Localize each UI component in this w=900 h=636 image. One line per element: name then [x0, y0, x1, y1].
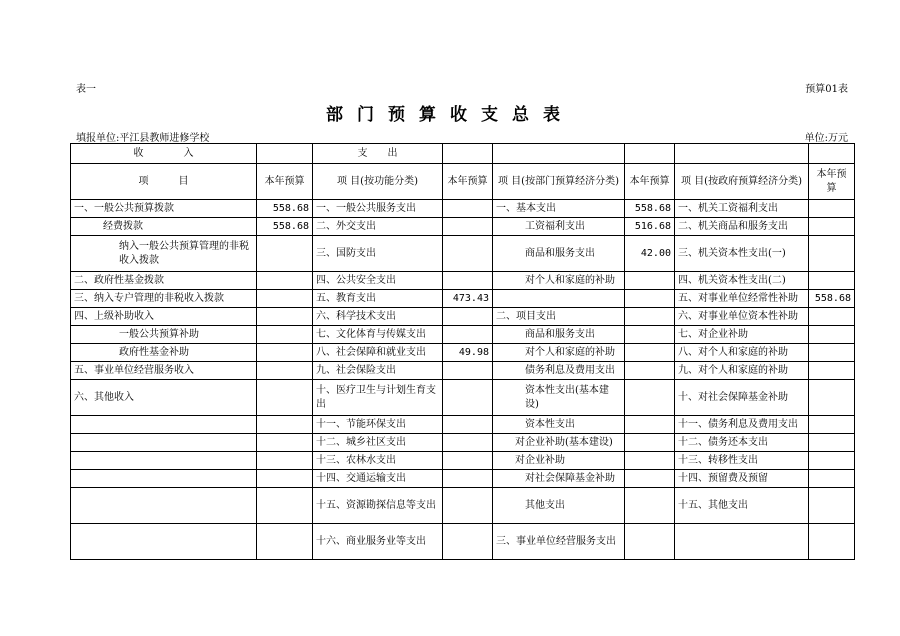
cell-gov-economic-amount [809, 218, 855, 236]
cell-functional-amount [443, 524, 493, 560]
cell-gov-economic-item: 三、机关资本性支出(一) [675, 236, 809, 272]
cell-income-amount [257, 434, 313, 452]
col-header-gov-economic-amount: 本年预算 [809, 164, 855, 200]
cell-gov-economic-amount [809, 362, 855, 380]
page-title: 部门预算收支总表 [326, 105, 574, 125]
cell-dept-economic-item: 商品和服务支出 [493, 326, 625, 344]
cell-gov-economic-amount [809, 470, 855, 488]
col-header-income-item: 项 目 [71, 164, 257, 200]
cell-gov-economic-item: 十三、转移性支出 [675, 452, 809, 470]
cell-functional-amount [443, 200, 493, 218]
cell-income-item [71, 452, 257, 470]
cell-functional-amount [443, 452, 493, 470]
cell-income-amount [257, 362, 313, 380]
cell-dept-economic-item: 对个人和家庭的补助 [493, 344, 625, 362]
income-group-header: 收 入 [71, 144, 257, 164]
cell-dept-economic-amount: 558.68 [625, 200, 675, 218]
cell-income-amount [257, 488, 313, 524]
cell-functional-amount [443, 236, 493, 272]
cell-dept-economic-amount [625, 308, 675, 326]
cell-functional-item: 十五、资源勘探信息等支出 [313, 488, 443, 524]
cell-dept-economic-item: 二、项目支出 [493, 308, 625, 326]
cell-dept-economic-amount [625, 380, 675, 416]
cell-dept-economic-item [493, 290, 625, 308]
cell-functional-amount: 49.98 [443, 344, 493, 362]
cell-dept-economic-amount [625, 326, 675, 344]
table-row [71, 326, 855, 344]
cell-gov-economic-item: 十五、其他支出 [675, 488, 809, 524]
cell-income-item: 四、上级补助收入 [71, 308, 257, 326]
cell-income-amount [257, 326, 313, 344]
cell-income-item: 六、其他收入 [71, 380, 257, 416]
cell-dept-economic-item: 商品和服务支出 [493, 236, 625, 272]
cell-dept-economic-item: 资本性支出(基本建设) [493, 380, 625, 416]
cell-gov-economic-item [675, 524, 809, 560]
col-header-dept-economic-amount: 本年预算 [625, 164, 675, 200]
cell-income-item [71, 470, 257, 488]
cell-dept-economic-item: 对社会保障基金补助 [493, 470, 625, 488]
cell-functional-amount [443, 470, 493, 488]
table-row [71, 236, 855, 272]
cell-functional-item: 九、社会保险支出 [313, 362, 443, 380]
cell-functional-item: 二、外交支出 [313, 218, 443, 236]
cell-gov-economic-amount [809, 434, 855, 452]
table-row [71, 344, 855, 362]
cell-dept-economic-amount: 516.68 [625, 218, 675, 236]
cell-income-item: 五、事业单位经营服务收入 [71, 362, 257, 380]
cell-dept-economic-item: 债务利息及费用支出 [493, 362, 625, 380]
cell-income-amount [257, 290, 313, 308]
cell-dept-economic-amount [625, 470, 675, 488]
cell-functional-item: 八、社会保障和就业支出 [313, 344, 443, 362]
cell-functional-amount [443, 362, 493, 380]
cell-functional-item: 十二、城乡社区支出 [313, 434, 443, 452]
cell-functional-item: 十、医疗卫生与计划生育支出 [313, 380, 443, 416]
cell-gov-economic-item: 八、对个人和家庭的补助 [675, 344, 809, 362]
table-row [71, 218, 855, 236]
cell-income-amount [257, 470, 313, 488]
cell-gov-economic-item: 十一、债务利息及费用支出 [675, 416, 809, 434]
table-row [71, 308, 855, 326]
cell-income-amount [257, 308, 313, 326]
table-number-label: 表一 [76, 84, 96, 95]
cell-dept-economic-amount [625, 452, 675, 470]
cell-income-amount [257, 344, 313, 362]
table-row [71, 290, 855, 308]
cell-functional-amount [443, 218, 493, 236]
cell-income-item [71, 488, 257, 524]
cell-dept-economic-amount [625, 290, 675, 308]
cell-dept-economic-amount [625, 272, 675, 290]
cell-gov-economic-amount [809, 488, 855, 524]
cell-functional-amount [443, 488, 493, 524]
cell-dept-economic-amount [625, 488, 675, 524]
cell-income-item: 二、政府性基金拨款 [71, 272, 257, 290]
cell-income-amount [257, 416, 313, 434]
cell-dept-economic-item: 对企业补助(基本建设) [493, 434, 625, 452]
cell-functional-amount [443, 380, 493, 416]
cell-functional-amount [443, 272, 493, 290]
cell-dept-economic-item: 一、基本支出 [493, 200, 625, 218]
col-header-functional-item: 项 目(按功能分类) [313, 164, 443, 200]
cell-income-amount [257, 452, 313, 470]
cell-dept-economic-amount [625, 524, 675, 560]
cell-income-amount [257, 272, 313, 290]
cell-dept-economic-item: 资本性支出 [493, 416, 625, 434]
column-header-row [71, 164, 855, 200]
cell-gov-economic-amount [809, 326, 855, 344]
cell-gov-economic-amount [809, 236, 855, 272]
cell-gov-economic-item: 十二、债务还本支出 [675, 434, 809, 452]
cell-gov-economic-amount [809, 524, 855, 560]
table-row [71, 434, 855, 452]
table-row [71, 488, 855, 524]
cell-functional-item: 十四、交通运输支出 [313, 470, 443, 488]
cell-dept-economic-item: 对企业补助 [493, 452, 625, 470]
cell-dept-economic-amount [625, 434, 675, 452]
cell-functional-amount [443, 434, 493, 452]
cell-gov-economic-amount [809, 416, 855, 434]
cell-income-item [71, 416, 257, 434]
expenditure-group-header: 支 出 [313, 144, 443, 164]
cell-income-item: 经费拨款 [71, 218, 257, 236]
cell-gov-economic-amount [809, 344, 855, 362]
table-row [71, 362, 855, 380]
cell-gov-economic-amount [809, 272, 855, 290]
cell-functional-item: 三、国防支出 [313, 236, 443, 272]
cell-functional-item: 四、公共安全支出 [313, 272, 443, 290]
cell-dept-economic-amount [625, 416, 675, 434]
cell-gov-economic-item: 十四、预留费及预留 [675, 470, 809, 488]
cell-gov-economic-amount [809, 380, 855, 416]
cell-gov-economic-amount [809, 308, 855, 326]
cell-functional-item: 五、教育支出 [313, 290, 443, 308]
table-row [71, 524, 855, 560]
cell-income-item: 一、一般公共预算拨款 [71, 200, 257, 218]
currency-unit-label: 单位:万元 [804, 133, 848, 144]
cell-functional-amount [443, 416, 493, 434]
cell-functional-amount [443, 326, 493, 344]
cell-gov-economic-item: 七、对企业补助 [675, 326, 809, 344]
cell-functional-item: 十六、商业服务业等支出 [313, 524, 443, 560]
cell-income-item [71, 434, 257, 452]
cell-income-item: 三、纳入专户管理的非税收入拨款 [71, 290, 257, 308]
cell-dept-economic-amount [625, 344, 675, 362]
cell-income-amount: 558.68 [257, 218, 313, 236]
cell-income-amount [257, 380, 313, 416]
table-row [71, 470, 855, 488]
cell-dept-economic-item: 三、事业单位经营服务支出 [493, 524, 625, 560]
col-header-dept-economic-item: 项 目(按部门预算经济分类) [493, 164, 625, 200]
table-row [71, 380, 855, 416]
cell-functional-amount [443, 308, 493, 326]
cell-income-amount: 558.68 [257, 200, 313, 218]
cell-gov-economic-item: 四、机关资本性支出(二) [675, 272, 809, 290]
cell-gov-economic-amount: 558.68 [809, 290, 855, 308]
reporting-unit-label: 填报单位:平江县教师进修学校 [76, 133, 210, 144]
table-row [71, 272, 855, 290]
cell-dept-economic-item: 工资福利支出 [493, 218, 625, 236]
cell-dept-economic-item: 对个人和家庭的补助 [493, 272, 625, 290]
cell-dept-economic-amount: 42.00 [625, 236, 675, 272]
cell-dept-economic-amount [625, 362, 675, 380]
cell-gov-economic-item: 九、对个人和家庭的补助 [675, 362, 809, 380]
cell-gov-economic-item: 二、机关商品和服务支出 [675, 218, 809, 236]
cell-income-amount [257, 524, 313, 560]
cell-functional-item: 十三、农林水支出 [313, 452, 443, 470]
cell-functional-amount: 473.43 [443, 290, 493, 308]
form-code-label: 预算01表 [805, 84, 848, 95]
cell-functional-item: 七、文化体育与传媒支出 [313, 326, 443, 344]
cell-gov-economic-amount [809, 452, 855, 470]
cell-gov-economic-item: 五、对事业单位经常性补助 [675, 290, 809, 308]
col-header-income-amount: 本年预算 [257, 164, 313, 200]
cell-functional-item: 十一、节能环保支出 [313, 416, 443, 434]
group-header-row [71, 144, 855, 164]
cell-dept-economic-item: 其他支出 [493, 488, 625, 524]
cell-income-item: 一般公共预算补助 [71, 326, 257, 344]
col-header-functional-amount: 本年预算 [443, 164, 493, 200]
table-row [71, 416, 855, 434]
cell-gov-economic-item: 十、对社会保障基金补助 [675, 380, 809, 416]
cell-functional-item: 一、一般公共服务支出 [313, 200, 443, 218]
cell-income-amount [257, 236, 313, 272]
cell-gov-economic-amount [809, 200, 855, 218]
budget-summary-table [70, 143, 855, 560]
cell-income-item: 政府性基金补助 [71, 344, 257, 362]
table-row [71, 452, 855, 470]
col-header-gov-economic-item: 项 目(按政府预算经济分类) [675, 164, 809, 200]
cell-functional-item: 六、科学技术支出 [313, 308, 443, 326]
cell-gov-economic-item: 六、对事业单位资本性补助 [675, 308, 809, 326]
cell-income-item: 纳入一般公共预算管理的非税收入拨款 [71, 236, 257, 272]
cell-income-item [71, 524, 257, 560]
table-row [71, 200, 855, 218]
cell-gov-economic-item: 一、机关工资福利支出 [675, 200, 809, 218]
